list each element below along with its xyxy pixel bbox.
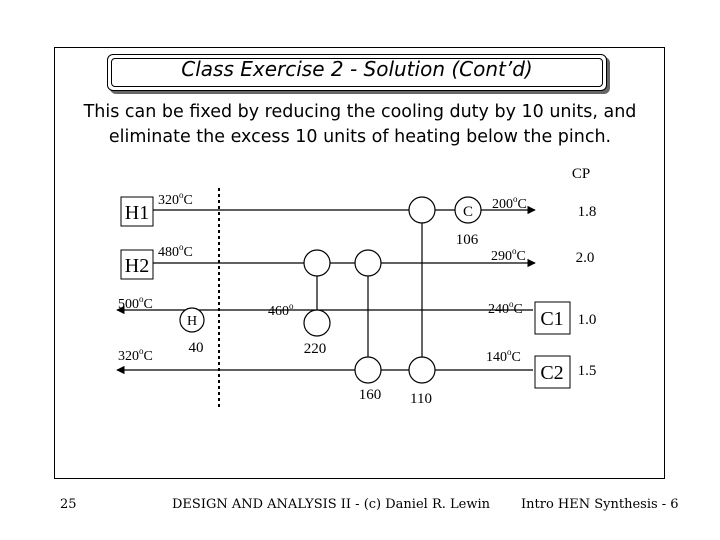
duty-label-b: 160 [358, 387, 382, 403]
temp-c2-in: 140$^o$C [486, 347, 521, 365]
temp-h1-in: 320$^o$C [158, 190, 193, 208]
exchanger-h2-b [355, 250, 381, 276]
temp-h2-in: 480$^o$C [158, 242, 193, 260]
stream-h1-label: H1 [124, 202, 150, 224]
temp-c1-in: 240$^o$C [488, 299, 523, 317]
slide-title: Class Exercise 2 - Solution (Cont’d) [181, 57, 533, 81]
cp-c1: 1.0 [577, 312, 597, 328]
exchanger-h2-a [304, 250, 330, 276]
cp-header: CP [571, 166, 591, 182]
cooler-duty: 106 [455, 232, 479, 248]
exchanger-temp-label: 460$^o$ [268, 301, 294, 319]
footer-page-number: 25 [60, 497, 77, 512]
temp-c2-out: 320$^o$C [118, 346, 153, 364]
heater-duty: 40 [188, 340, 204, 356]
exchanger-c2-c [409, 357, 435, 383]
cp-h2: 2.0 [575, 250, 595, 266]
cp-c2: 1.5 [577, 363, 597, 379]
footer-course: DESIGN AND ANALYSIS II - (c) Daniel R. Lewin [172, 497, 490, 512]
temp-h1-out: 200$^o$C [492, 194, 527, 212]
body-line-2: eliminate the excess 10 units of heating below the pinch. [108, 127, 612, 147]
exchanger-c1-a [304, 310, 330, 336]
temp-c1-out: 500$^o$C [118, 294, 153, 312]
duty-label-a: 220 [303, 341, 327, 357]
temp-h2-out: 290$^o$C [491, 246, 526, 264]
footer-section: Intro HEN Synthesis - 6 [521, 497, 679, 512]
cp-h1: 1.8 [577, 204, 597, 220]
cooler-label: C [462, 204, 474, 220]
stream-c2-label: C2 [540, 362, 564, 384]
heater-label: H [186, 314, 198, 329]
body-line-1: This can be fixed by reducing the cooling duty by 10 units, and [83, 102, 637, 122]
stream-h2-label: H2 [124, 255, 150, 277]
exchanger-h1-c [409, 197, 435, 223]
exchanger-c2-b [355, 357, 381, 383]
duty-label-c: 110 [410, 391, 432, 407]
stream-c1-label: C1 [540, 308, 564, 330]
